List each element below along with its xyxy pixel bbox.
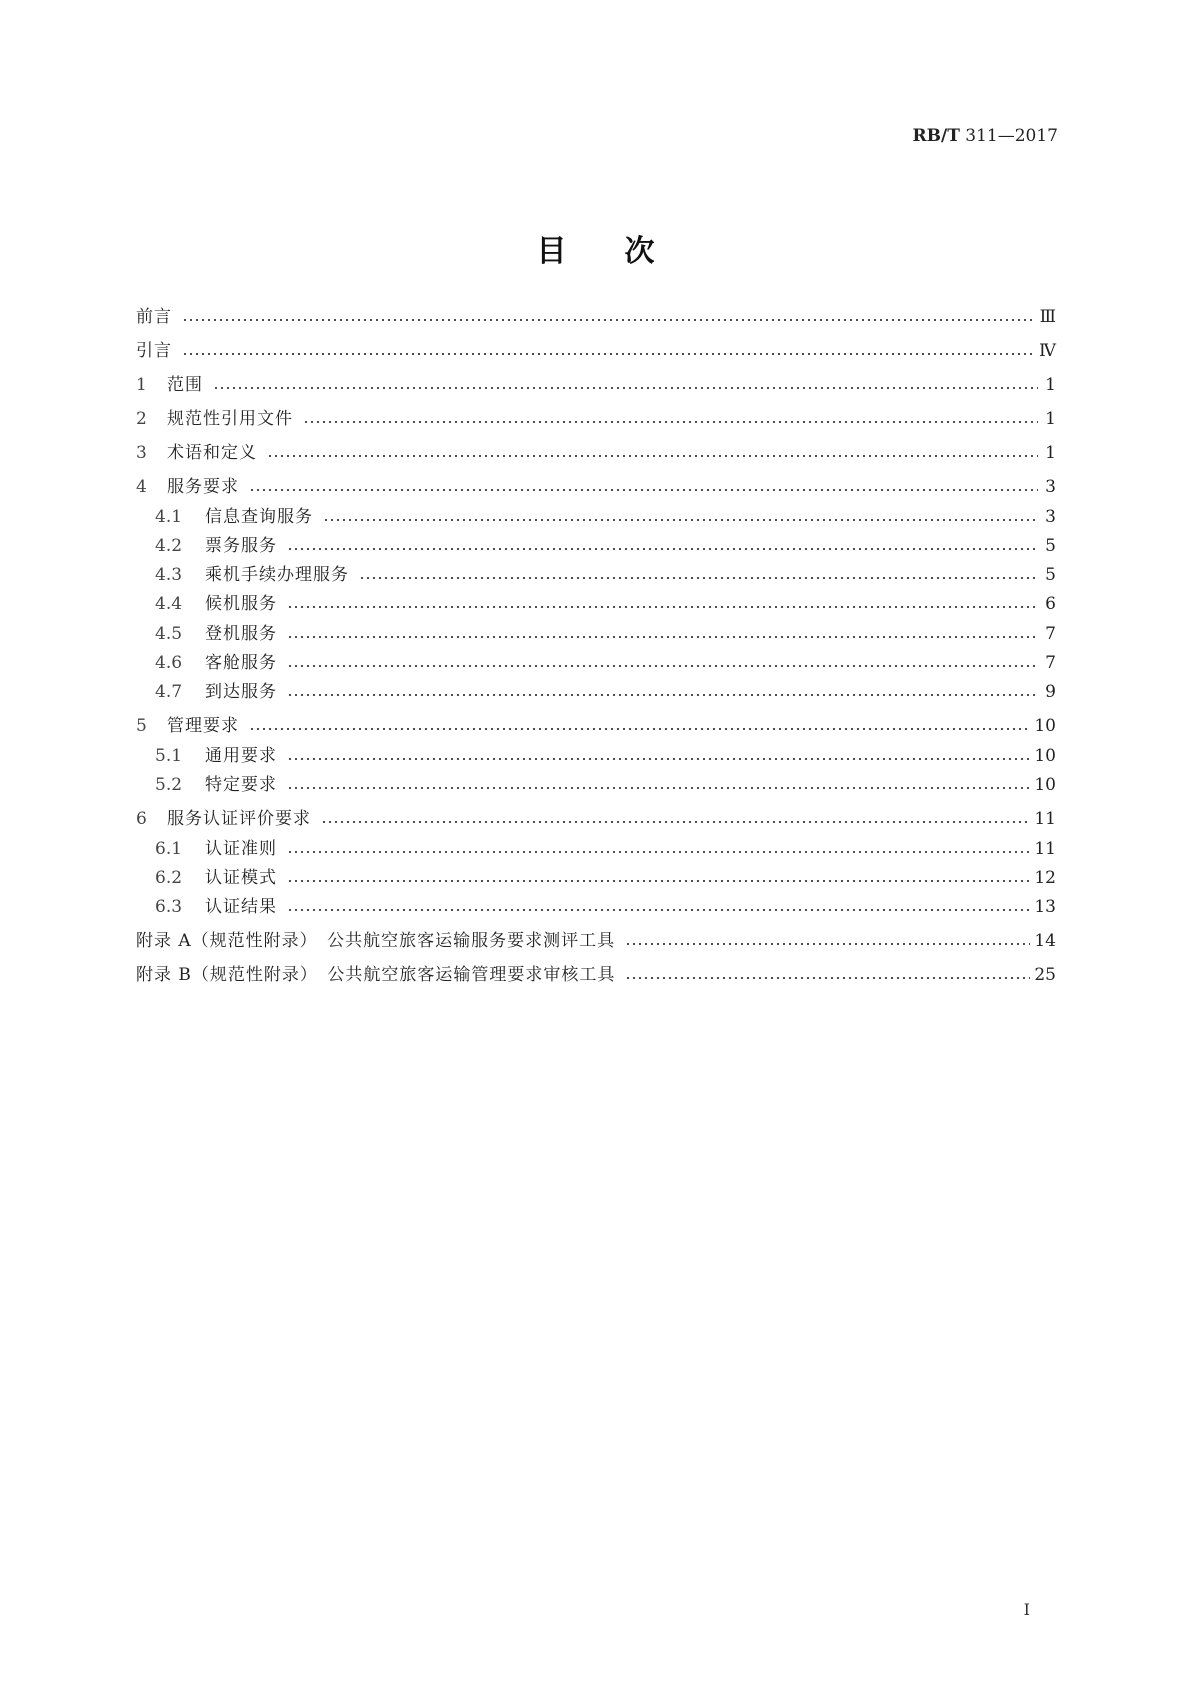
toc-entry-label: 附录 A（规范性附录） 公共航空旅客运输服务要求测评工具 xyxy=(136,931,616,951)
toc-entry[interactable] xyxy=(155,621,1056,647)
toc-entry[interactable] xyxy=(155,650,1056,676)
toc-entry-page: 13 xyxy=(1034,897,1056,917)
dot-leader xyxy=(287,879,1030,883)
toc-entry-label: 通用要求 xyxy=(205,746,277,766)
toc-entry-number: 6.3 xyxy=(155,897,183,917)
toc-entry-number: 4.5 xyxy=(155,624,183,644)
toc-entry-number: 4.6 xyxy=(155,653,183,673)
toc-entry-page: 11 xyxy=(1034,809,1056,829)
dot-leader xyxy=(287,693,1038,697)
toc-entry-number: 1 xyxy=(136,375,147,395)
toc-entry-label: 认证模式 xyxy=(205,868,277,888)
dot-leader xyxy=(303,420,1038,424)
dot-leader xyxy=(287,547,1038,551)
toc-entry-number: 3 xyxy=(136,443,147,463)
toc-entry[interactable] xyxy=(155,562,1056,588)
toc-entry-label: 引言 xyxy=(136,341,172,361)
dot-leader xyxy=(287,664,1038,668)
toc-entry-page: Ⅳ xyxy=(1039,341,1056,361)
dot-leader xyxy=(625,942,1030,946)
dot-leader xyxy=(182,352,1035,356)
toc-entry-number: 6 xyxy=(136,809,147,829)
toc-entry[interactable] xyxy=(136,928,1056,954)
toc-entry[interactable] xyxy=(155,772,1056,798)
toc-entry-page: 5 xyxy=(1045,536,1056,556)
toc-entry-label: 前言 xyxy=(136,307,172,327)
toc-entry-number: 4.2 xyxy=(155,536,183,556)
toc-entry-number: 4.7 xyxy=(155,682,183,702)
toc-entry-label: 登机服务 xyxy=(205,624,277,644)
toc-entry-number: 6.2 xyxy=(155,868,183,888)
toc-entry-label: 乘机手续办理服务 xyxy=(205,565,349,585)
toc-entry-page: 7 xyxy=(1045,624,1056,644)
toc-entry-label: 术语和定义 xyxy=(167,443,257,463)
toc-entry-page: 10 xyxy=(1034,716,1056,736)
dot-leader xyxy=(182,318,1036,322)
dot-leader xyxy=(267,454,1038,458)
page-title-char-1: 目 xyxy=(536,234,567,269)
toc-entry[interactable] xyxy=(155,743,1056,769)
toc-entry-label: 信息查询服务 xyxy=(205,507,313,527)
toc-entry-label: 特定要求 xyxy=(205,775,277,795)
dot-leader xyxy=(287,850,1030,854)
toc-entry[interactable] xyxy=(136,806,1056,832)
toc-entry-page: 25 xyxy=(1034,965,1056,985)
toc-entry-label: 票务服务 xyxy=(205,536,277,556)
toc-entry-label: 候机服务 xyxy=(205,594,277,614)
toc-entry-page: 10 xyxy=(1034,746,1056,766)
toc-entry-page: 7 xyxy=(1045,653,1056,673)
dot-leader xyxy=(287,635,1038,639)
toc-entry-page: 3 xyxy=(1045,477,1056,497)
toc-entry-number: 5.2 xyxy=(155,775,183,795)
toc-entry-number: 4 xyxy=(136,477,147,497)
toc-entry-number: 2 xyxy=(136,409,147,429)
toc-entry[interactable] xyxy=(155,836,1056,862)
toc-entry-page: 1 xyxy=(1045,409,1056,429)
toc-entry-label: 客舱服务 xyxy=(205,653,277,673)
toc-entry[interactable] xyxy=(155,894,1056,920)
toc-entry[interactable] xyxy=(136,713,1056,739)
dot-leader xyxy=(625,976,1030,980)
dot-leader xyxy=(323,518,1038,522)
toc-entry-page: 3 xyxy=(1045,507,1056,527)
standard-number: 311—2017 xyxy=(965,126,1058,146)
dot-leader xyxy=(287,908,1030,912)
toc-entry-label: 认证结果 xyxy=(205,897,277,917)
toc-entry[interactable] xyxy=(155,533,1056,559)
toc-entry-label: 管理要求 xyxy=(167,716,239,736)
toc-entry-page: 12 xyxy=(1034,868,1056,888)
toc-entry-number: 5 xyxy=(136,716,147,736)
dot-leader xyxy=(321,820,1030,824)
toc-entry-page: 1 xyxy=(1045,443,1056,463)
toc-entry-page: 5 xyxy=(1045,565,1056,585)
toc-entry[interactable] xyxy=(136,372,1056,398)
page-title-char-2: 次 xyxy=(624,234,655,269)
toc-entry-label: 服务认证评价要求 xyxy=(167,809,311,829)
dot-leader xyxy=(287,786,1030,790)
dot-leader xyxy=(287,605,1038,609)
dot-leader xyxy=(359,576,1038,580)
toc-entry-number: 4.3 xyxy=(155,565,183,585)
toc-entry[interactable] xyxy=(136,304,1056,330)
toc-entry-page: 6 xyxy=(1045,594,1056,614)
toc-entry-label: 附录 B（规范性附录） 公共航空旅客运输管理要求审核工具 xyxy=(136,965,616,985)
toc-entry[interactable] xyxy=(155,591,1056,617)
toc-entry[interactable] xyxy=(136,474,1056,500)
toc-entry[interactable] xyxy=(136,338,1056,364)
toc-entry-page: 14 xyxy=(1034,931,1056,951)
dot-leader xyxy=(249,727,1030,731)
toc-entry-number: 6.1 xyxy=(155,839,183,859)
toc-entry[interactable] xyxy=(155,679,1056,705)
toc-entry[interactable] xyxy=(155,504,1056,530)
standard-code: RB/T xyxy=(912,126,960,146)
page-number: I xyxy=(1023,1600,1030,1619)
toc-entry-page: 9 xyxy=(1045,682,1056,702)
toc-entry-page: 10 xyxy=(1034,775,1056,795)
toc-entry-page: 11 xyxy=(1034,839,1056,859)
dot-leader xyxy=(213,386,1038,390)
toc-entry-label: 服务要求 xyxy=(167,477,239,497)
toc-entry-label: 规范性引用文件 xyxy=(167,409,293,429)
toc-entry-number: 5.1 xyxy=(155,746,183,766)
toc-entry-page: 1 xyxy=(1045,375,1056,395)
toc-entry-number: 4.1 xyxy=(155,507,183,527)
toc-entry-page: Ⅲ xyxy=(1039,307,1056,327)
toc-entry-label: 范围 xyxy=(167,375,203,395)
dot-leader xyxy=(249,488,1038,492)
toc-entry-label: 到达服务 xyxy=(205,682,277,702)
toc-entry[interactable] xyxy=(136,440,1056,466)
toc-entry[interactable] xyxy=(155,865,1056,891)
dot-leader xyxy=(287,757,1030,761)
toc-entry[interactable] xyxy=(136,406,1056,432)
toc-entry-label: 认证准则 xyxy=(205,839,277,859)
toc-entry-number: 4.4 xyxy=(155,594,183,614)
toc-entry[interactable] xyxy=(136,962,1056,988)
